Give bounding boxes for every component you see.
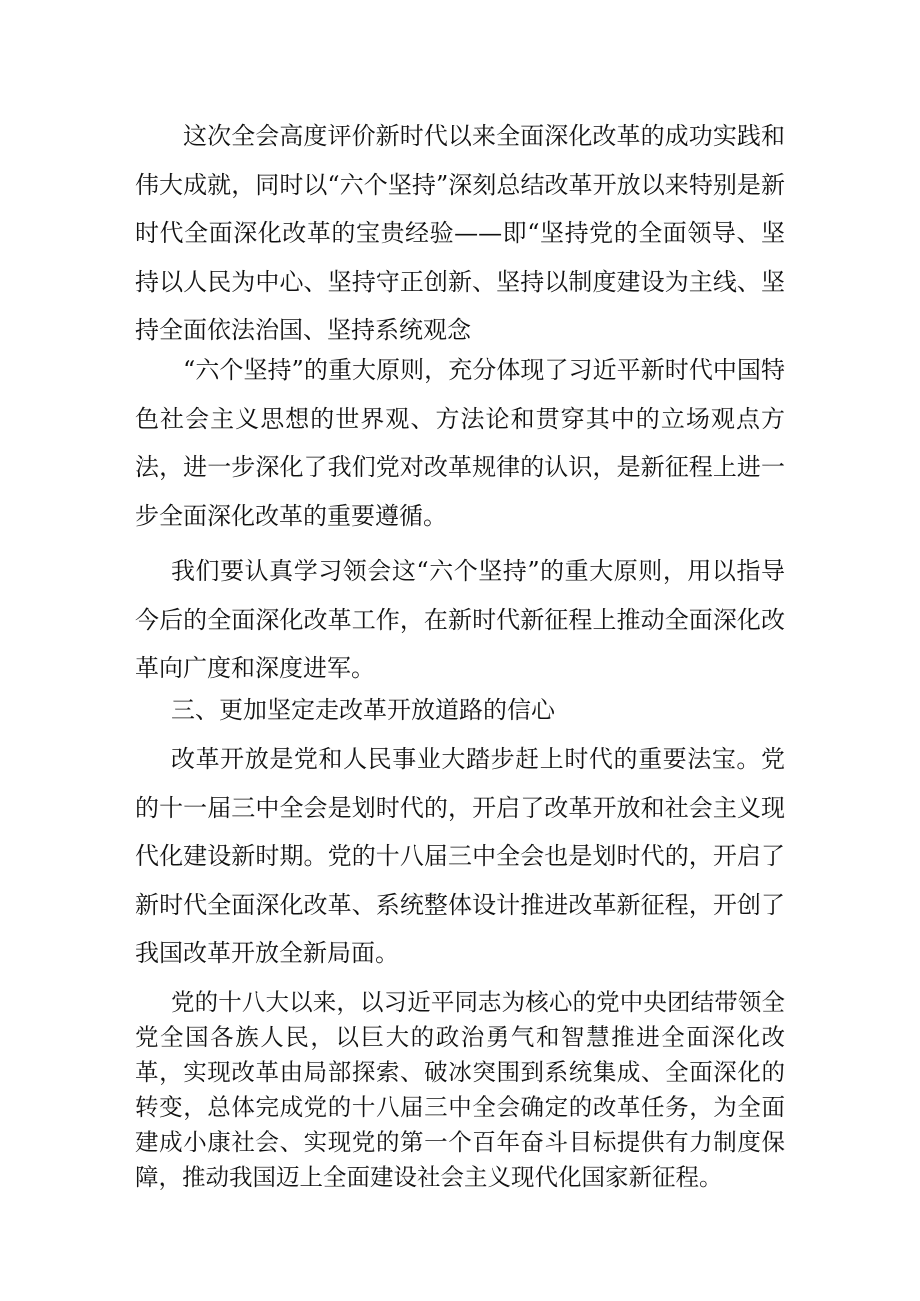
paragraph-six-principles: “六个坚持”的重大原则，充分体现了习近平新时代中国特色社会主义思想的世界观、方法论和贯穿其中的立场观点方法，进一步深化了我们党对改革规律的认识，是新征程上进一步全面深化改革的重要遵循。 [135, 356, 785, 530]
section-heading-three: 三、更加坚定走改革开放道路的信心 [171, 696, 555, 724]
paragraph-since-18th-congress: 党的十八大以来，以习近平同志为核心的党中央团结带领全党全国各族人民，以巨大的政治勇气和智慧推进全面深化改革，实现改革由局部探索、破冰突围到系统集成、全面深化的转变，总体完成党的十八届三中全会确定的改革任务，为全面建成小康社会、实现党的第一个百年奋斗目标提供有力制度保障，推动我国迈上全面建设社会主义现代化国家新征程。 [135, 988, 785, 1191]
paragraph-review-of-reform: 这次全会高度评价新时代以来全面深化改革的成功实践和伟大成就，同时以“六个坚持”深刻总结改革开放以来特别是新时代全面深化改革的宝贵经验——即“坚持党的全面领导、坚持以人民为中心、坚持守正创新、坚持以制度建设为主线、坚持全面依法治国、坚持系统观念 [135, 122, 785, 345]
paragraph-reform-opening: 改革开放是党和人民事业大踏步赶上时代的重要法宝。党的十一届三中全会是划时代的，开启了改革开放和社会主义现代化建设新时期。党的十八届三中全会也是划时代的，开启了新时代全面深化改革、系统整体设计推进改革新征程，开创了我国改革开放全新局面。 [135, 745, 785, 968]
paragraph-study-principles: 我们要认真学习领会这“六个坚持”的重大原则，用以指导今后的全面深化改革工作，在新时代新征程上推动全面深化改革向广度和深度进军。 [135, 557, 785, 683]
